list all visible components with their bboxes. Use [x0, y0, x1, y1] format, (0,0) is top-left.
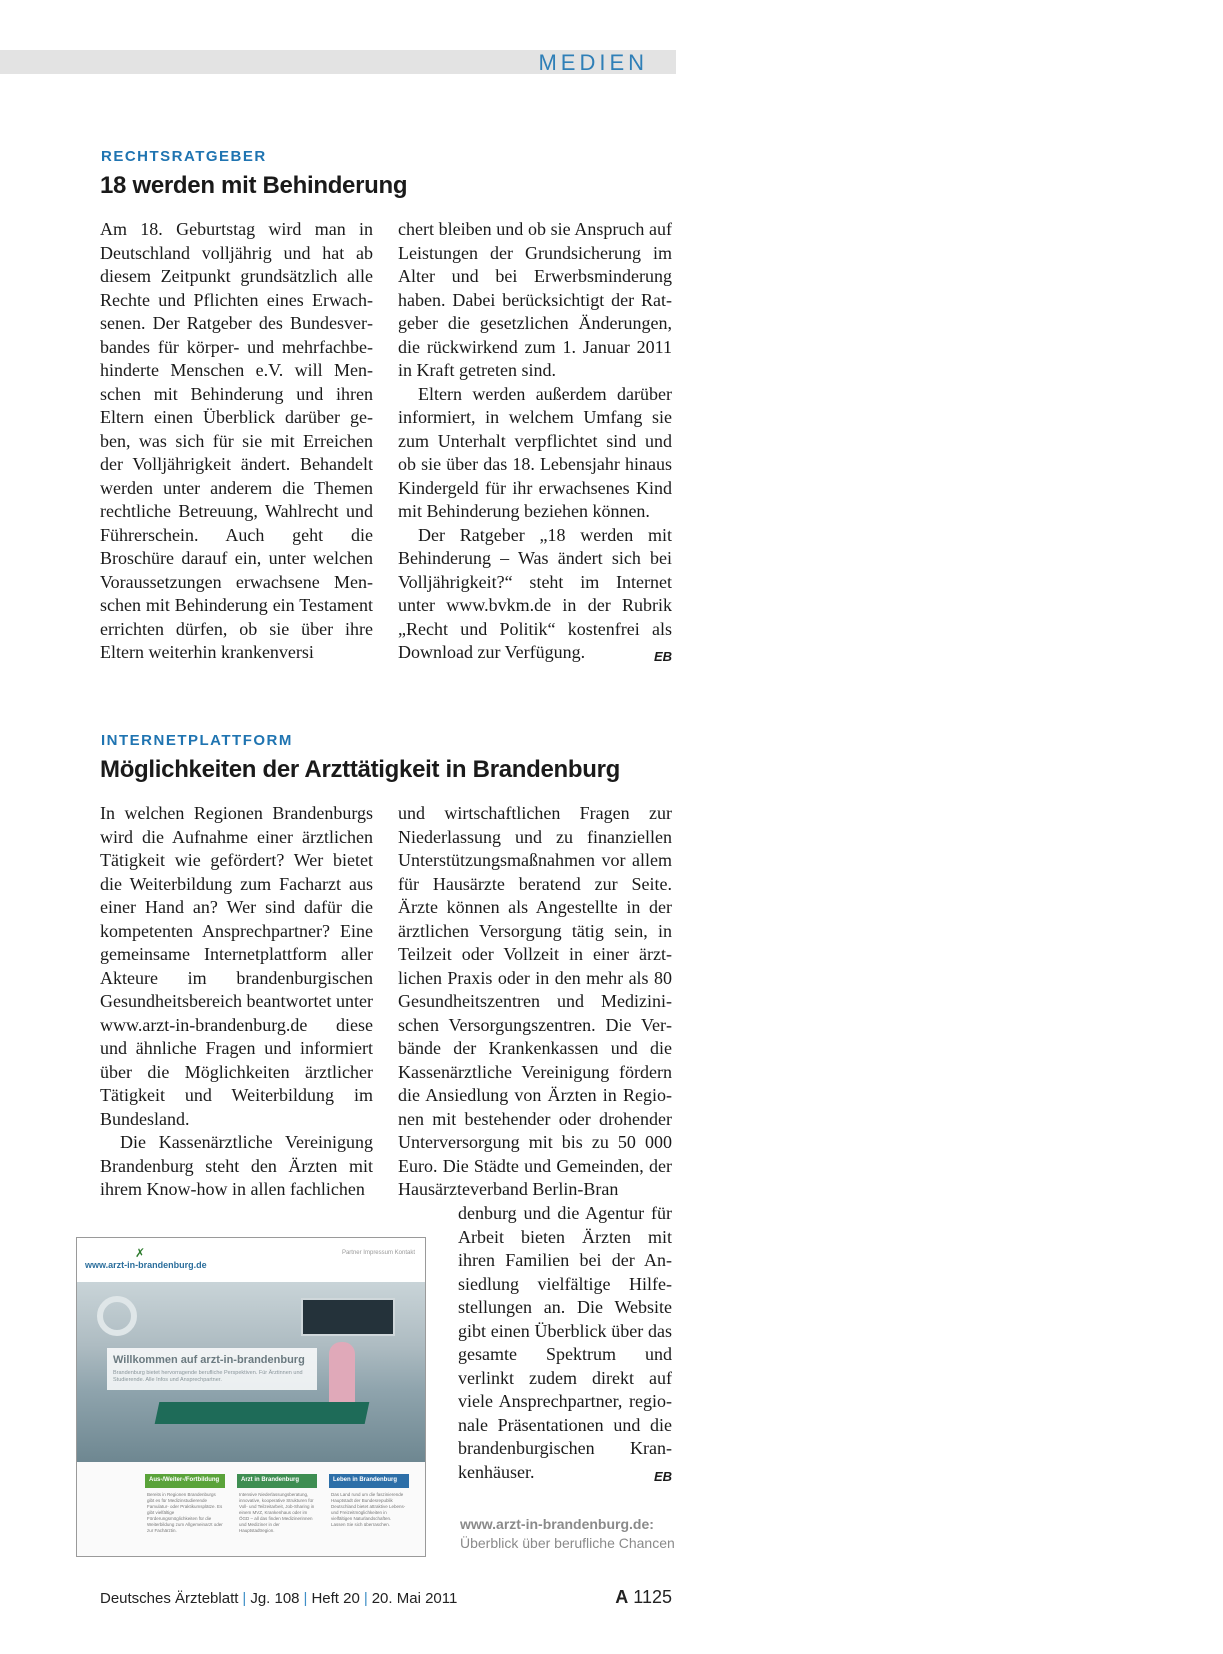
- article1-kicker: RECHTSRATGEBER: [101, 148, 267, 165]
- figure-caption: [460, 1516, 675, 1551]
- article1-paragraph: chert bleiben und ob sie Anspruch auf Leistungen der Grundsicherung im Alter und bei Erwerbsminderung haben. Dabei berücksichtigt der Ratgeber die gesetzlichen Änderungen, die rückwirkend zum 1. Januar 2011 in Kraft getreten sind.: [398, 219, 672, 380]
- footer-date: 20. Mai 2011: [371, 1590, 458, 1607]
- article2-text: denburg und die Agentur für Arbeit bieten Ärzten mit ihren Familien bei der Ansiedlung vielfältige Hilfestellungen an. Die Website gibt einen Überblick über das gesamte Spektrum und verlinkt zudem direkt auf viele Ansprechpartner, regionale Präsentationen und die brandenburgischen Krankenhäuser.: [458, 1203, 672, 1482]
- figure-hero-photo: [77, 1282, 425, 1462]
- footer-separator: |: [242, 1590, 247, 1607]
- figure-site-header: [77, 1238, 425, 1282]
- hero-caption-box: [107, 1348, 317, 1390]
- footer-journal: Deutsches Ärzteblatt: [100, 1590, 239, 1607]
- page-number-value: 1125: [633, 1587, 672, 1607]
- treatment-table-icon: [155, 1402, 370, 1424]
- site-logo-text: www.arzt-in-brandenburg.de: [85, 1260, 207, 1270]
- article2-author: EB: [653, 1468, 672, 1484]
- website-screenshot-figure: [76, 1237, 426, 1557]
- site-column-body: Das Land rund um die faszinierende Hauptstadt der Bundesrepublik Deutschland bietet attraktive Lebens- und Freizeitmöglichkeiten in vielfältigen Naturlandschaften. Lassen Sie sich überraschen.: [331, 1492, 406, 1527]
- article1-author: EB: [653, 649, 672, 664]
- article1-column-2: [398, 218, 672, 669]
- article2-column-1: [100, 802, 373, 1202]
- section-label: MEDIEN: [538, 50, 648, 75]
- figure-site-columns: [77, 1462, 425, 1557]
- section-header-bar: [0, 50, 676, 74]
- footer-separator: |: [363, 1590, 368, 1607]
- page-number: [615, 1587, 672, 1608]
- article1-paragraph: Eltern werden außerdem darüber informiert, in welchem Umfang sie zum Unterhalt verpflichtet sind und ob sie über das 18. Lebensjahr hinaus Kindergeld für ihr erwachsenes Kind mit Behinderung beziehen können.: [398, 383, 672, 521]
- figure-caption-text: Überblick über berufliche Chancen: [460, 1535, 675, 1551]
- article1-text: Der Ratgeber „18 werden mit Behinderung – Was ändert sich bei Volljährigkeit?“ steht im Internet unter www.bvkm.de in der Rubrik „Recht und Politik“ kostenfrei als Download zur Verfügung.: [398, 524, 672, 662]
- article1-paragraph: Am 18. Geburtstag wird man in Deutschland volljährig und hat ab diesem Zeitpunkt grundsätzlich alle Rechte und Pflichten eines Erwachsenen. Der Ratgeber des Bundesverbandes für körper- und mehrfachbehinderte Menschen e.V. will Menschen mit Behinderung und ihren Eltern einen Überblick darüber geben, was sich für sie mit Erreichen der Volljährigkeit ändert. Behandelt werden unter anderem die Themen rechtliche Betreuung, Wahlrecht und Führerschein. Auch geht die Broschüre darauf ein, unter welchen Voraussetzungen erwachsene Menschen mit Behinderung ein Testament errichten dürfen, ob sie über ihre Eltern weiterhin krankenversi: [100, 219, 373, 662]
- monitor-icon: [301, 1298, 395, 1336]
- footer-issue: Heft 20: [311, 1590, 360, 1607]
- article1-column-1: [100, 218, 373, 665]
- site-column: [329, 1474, 409, 1557]
- figure-caption-url: www.arzt-in-brandenburg.de:: [460, 1516, 654, 1532]
- article2-title: Möglichkeiten der Arzttätigkeit in Brandenburg: [100, 756, 621, 783]
- site-column-body: Bereits in Regionen Brandenburgs gibt es für Medizinstudierende Famulatur- oder Praktikumsplätze. Es gibt vielfältige Förderungsmöglichkeiten für die Weiterbildung zum Allgemeinarzt oder zur Fachärztin.: [147, 1492, 223, 1533]
- footer-volume: Jg. 108: [250, 1590, 300, 1607]
- site-logo-icon: ✗: [135, 1246, 146, 1260]
- article2-paragraph: und wirtschaftlichen Fragen zur Niederlassung und zu finanziellen Unterstützungsmaßnahmen vor allem für Hausärzte beratend zur Seite. Ärzte können als Angestellte in der ärztlichen Versorgung tätig sein, in Teilzeit oder Vollzeit in einer ärztlichen Praxis oder in den mehr als 80 Gesundheitszentren und Medizinischen Versorgungszentren. Die Verbände der Krankenkassen und die Kassenärztliche Vereinigung fördern die Ansiedlung von Ärzten in Regionen mit bestehender oder drohender Unterversorgung mit bis zu 50 000 Euro. Die Städte und Gemeinden, der Hausärzteverband Berlin-Bran: [398, 803, 672, 1199]
- site-column-head: Arzt in Brandenburg: [237, 1474, 317, 1488]
- article2-column-2: [398, 802, 672, 1202]
- article2-column-2-continued: [458, 1202, 672, 1488]
- site-column: [237, 1474, 317, 1557]
- article2-kicker: INTERNETPLATTFORM: [101, 732, 293, 749]
- site-nav: Partner Impressum Kontakt: [341, 1250, 415, 1256]
- article1-paragraph-last: [398, 524, 672, 665]
- page-footer: [100, 1587, 672, 1614]
- article1-title: 18 werden mit Behinderung: [100, 172, 408, 199]
- article2-paragraph-last: [458, 1202, 672, 1484]
- article2-paragraph: Die Kassenärztliche Vereinigung Brandenburg steht den Ärzten mit ihrem Know-how in allen fachlichen: [100, 1132, 373, 1199]
- article2-paragraph: In welchen Regionen Brandenburgs wird die Aufnahme einer ärztlichen Tätigkeit wie gefördert? Wer bietet die Weiterbildung zum Facharzt aus einer Hand an? Wer sind dafür die kompetenten Ansprechpartner? Eine gemeinsame Internetplattform aller Akteure im brandenburgischen Gesundheitsbereich beantwortet unter www.arzt-in-brandenburg.de diese und ähnliche Fragen und informiert über die Möglichkeiten ärztlicher Tätigkeit und Weiterbildung im Bundesland.: [100, 803, 373, 1129]
- surgical-lamp-icon: [97, 1296, 137, 1336]
- site-column-body: Intensive Niederlassungsberatung, innovative, kooperative Strukturen für Voll- und Teilzeitarbeit, Job-Sharing in einem MVZ, Krankenhaus oder im ÖGD – all das finden Medizinerinnen und Mediziner in der Hauptstadtregion.: [239, 1492, 315, 1533]
- page-prefix: A: [615, 1587, 629, 1607]
- site-column-head: Aus-/Weiter-/Fortbildung: [145, 1474, 225, 1488]
- site-column: [145, 1474, 225, 1557]
- hero-subtitle: Brandenburg bietet hervorragende berufliche Perspektiven. Für Ärztinnen und Studierende. Alle Infos und Ansprechpartner.: [113, 1370, 303, 1383]
- hero-title: Willkommen auf arzt-in-brandenburg: [113, 1354, 305, 1366]
- site-column-head: Leben in Brandenburg: [329, 1474, 409, 1488]
- footer-separator: |: [303, 1590, 308, 1607]
